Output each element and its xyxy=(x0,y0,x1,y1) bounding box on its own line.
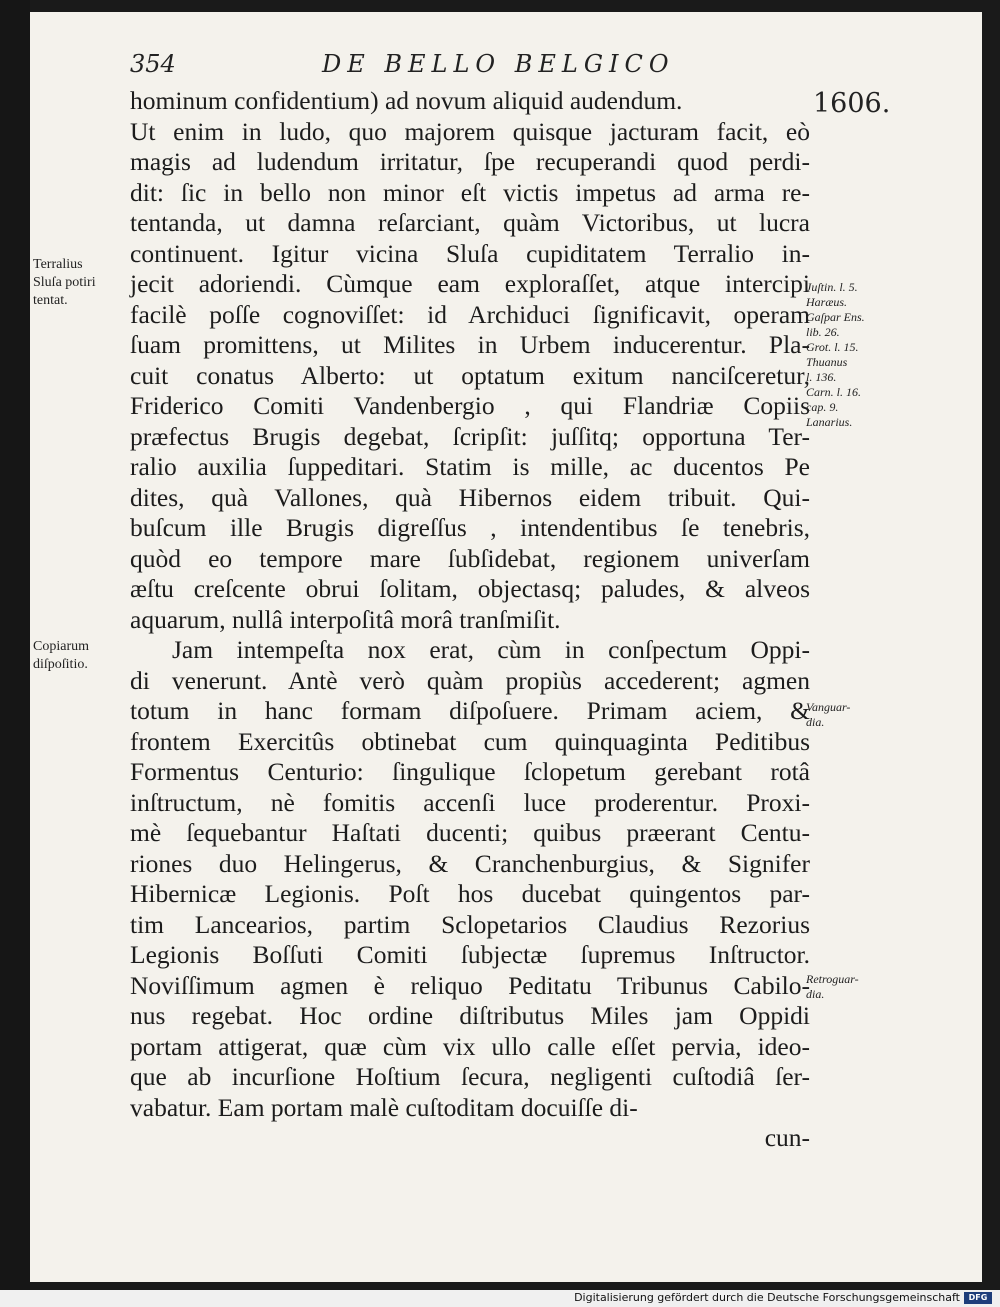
citation-line: Carn. l. 16. xyxy=(806,385,862,399)
dfg-logo-icon: DFG xyxy=(964,1292,992,1304)
text-line: tentanda, ut damna reſarciant, quàm Victoribus, ut lucra xyxy=(130,208,810,237)
margin-note-right-1 xyxy=(806,280,916,430)
text-line: mè ſequebantur Haſtati ducenti; quibus præerant Centu- xyxy=(130,818,810,847)
margin-year: 1606. xyxy=(813,88,891,119)
citation-line: Juſtin. l. 5. xyxy=(806,280,858,294)
citation-line: Gaſpar Ens. xyxy=(806,310,865,324)
text-line: tim Lancearios, partim Sclopetarios Claudius Rezorius xyxy=(130,909,810,939)
text-line: æſtu creſcente obrui ſolitam, objectasq; paludes, & alveos xyxy=(130,574,810,603)
scan-left-border xyxy=(0,0,30,1307)
text-line: cuit conatus Alberto: ut optatum exitum nanciſceretur, xyxy=(130,360,810,390)
margin-note-line: dia. xyxy=(806,987,825,1001)
text-line: que ab incurſione Hoſtium ſecura, negligenti cuſtodiâ ſer- xyxy=(130,1062,810,1091)
text-line: vabatur. Eam portam malè cuſtoditam docuiſſe di- xyxy=(130,1092,638,1122)
text-line: frontem Exercitûs obtinebat cum quinquaginta Peditibus xyxy=(130,726,810,756)
text-line: Formentus Centurio: ſingulique ſclopetum gerebant rotâ xyxy=(130,757,810,786)
citation-line: Haræus. xyxy=(806,295,848,309)
text-line: buſcum ille Brugis digreſſus , intendentibus ſe tenebris, xyxy=(130,513,810,542)
citation-line: lib. 26. xyxy=(806,325,840,339)
text-line: Jam intempeſta nox erat, cùm in conſpectum Oppi- xyxy=(172,635,810,664)
text-line: præfectus Brugis degebat, ſcripſit: juſſitq; opportuna Ter- xyxy=(130,421,810,451)
text-line: cun- xyxy=(764,1123,810,1152)
text-line: Legionis Boſſuti Comiti ſubjectæ ſupremus Inſtructor. xyxy=(130,940,810,969)
citation-line: Thuanus xyxy=(806,355,848,369)
citation-line: cap. 9. xyxy=(806,400,839,414)
main-text xyxy=(130,86,810,1154)
text-line: ralio auxilia ſuppeditari. Statim is mille, ac ducentos Pe xyxy=(130,452,810,481)
text-line: Noviſſimum agmen è reliquo Peditatu Tribunus Cabilo- xyxy=(130,970,810,1000)
running-title: DE BELLO BELGICO xyxy=(322,50,675,78)
margin-note-line: Retroguar- xyxy=(806,972,859,986)
margin-note-line: Terralius xyxy=(33,257,83,272)
margin-note-line: Sluſa potiri xyxy=(33,275,96,290)
margin-note-line: dia. xyxy=(806,715,825,729)
text-line: Ut enim in ludo, quo majorem quisque jacturam facit, eò xyxy=(130,116,810,146)
text-line: Hibernicæ Legionis. Poſt hos ducebat quingentos par- xyxy=(130,879,810,908)
text-line: di venerunt. Antè verò quàm propiùs accederent; agmen xyxy=(130,665,810,695)
margin-note-left-2 xyxy=(33,638,123,674)
funding-notice: Digitalisierung gefördert durch die Deutsche Forschungsgemeinschaft xyxy=(574,1291,960,1304)
margin-note-line: Copiarum xyxy=(33,639,89,654)
margin-note-line: Vanguar- xyxy=(806,700,851,714)
citation-line: l. 136. xyxy=(806,370,837,384)
margin-note-line: tentat. xyxy=(33,293,68,308)
margin-note-left-1 xyxy=(33,256,123,310)
text-line: ſuam promittens, ut Milites in Urbem inducerentur. Pla- xyxy=(130,330,810,359)
margin-note-right-3 xyxy=(806,972,916,1002)
text-line: portam attigerat, quæ cùm vix ullo calle eſſet pervia, ideo- xyxy=(130,1031,810,1061)
text-line: Friderico Comiti Vandenbergio , qui Flandriæ Copiis xyxy=(130,391,810,420)
text-line: riones duo Helingerus, & Cranchenburgius, & Signifer xyxy=(130,848,810,878)
margin-note-right-2 xyxy=(806,700,916,730)
text-line: inſtructum, nè fomitis accenſi luce proderentur. Proxi- xyxy=(130,787,810,817)
citation-line: Lanarius. xyxy=(806,415,853,429)
text-line: aquarum, nullâ interpoſitâ morâ tranſmiſit. xyxy=(130,604,561,634)
text-line: facilè poſſe cognoviſſet: id Archiduci ſignificavit, operam xyxy=(130,299,810,329)
text-line: hominum confidentium) ad novum aliquid audendum. xyxy=(130,86,683,115)
text-line: magis ad ludendum irritatur, ſpe recuperandi quod perdi- xyxy=(130,147,810,176)
page-number: 354 xyxy=(130,50,176,78)
text-line: totum in hanc formam diſpoſuere. Primam aciem, & xyxy=(130,696,810,725)
citation-line: Grot. l. 15. xyxy=(806,340,859,354)
text-line: continuent. Igitur vicina Sluſa cupiditatem Terralio in- xyxy=(130,238,810,268)
text-line: jecit adoriendi. Cùmque eam exploraſſet, atque intercipi xyxy=(130,269,810,298)
text-line: dites, quà Vallones, quà Hibernos eidem tribuit. Qui- xyxy=(130,482,810,512)
margin-note-line: diſpoſitio. xyxy=(33,657,88,672)
text-line: nus regebat. Hoc ordine diſtributus Miles jam Oppidi xyxy=(130,1001,810,1030)
text-line: dit: ſic in bello non minor eſt victis impetus ad arma re- xyxy=(130,177,810,207)
text-line: quòd eo tempore mare ſubſidebat, regionem univerſam xyxy=(130,543,810,573)
